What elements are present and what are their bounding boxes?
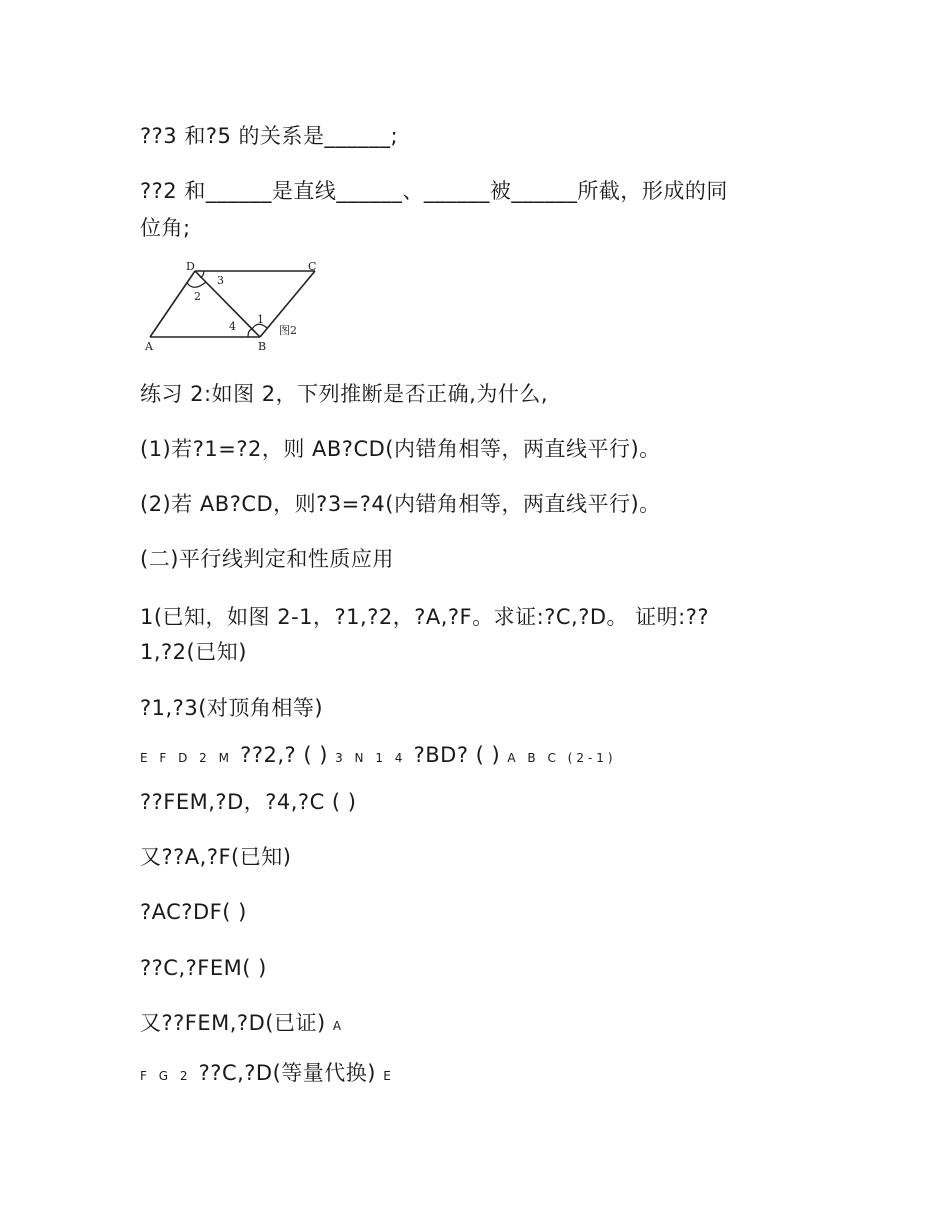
text-line-2a: ??2 和______是直线______、______被______所截，形成的同 [140, 179, 728, 203]
figure-line-ad [150, 271, 195, 337]
text-line-13: ??C,?FEM( ) [140, 956, 267, 980]
text-line-14 [140, 1005, 345, 1044]
figure-label-a: A [145, 340, 153, 353]
text-line-2b: 位角; [140, 216, 191, 240]
text-line-4: (1)若?1=?2，则 AB?CD(内错角相等，两直线平行)。 [140, 437, 661, 461]
line-9-suffix: A B C (2-1) [507, 751, 617, 765]
figure-line-db [195, 271, 260, 337]
text-line-5: (2)若 AB?CD，则?3=?4(内错角相等，两直线平行)。 [140, 492, 661, 516]
text-line-15 [140, 1055, 395, 1094]
text-line-3: 练习 2:如图 2，下列推断是否正确,为什么, [140, 382, 548, 406]
figure-label-1: 1 [257, 313, 264, 326]
figure-arc-4 [248, 329, 252, 337]
figure-label-c: C [308, 260, 317, 273]
figure-caption: 图2 [279, 324, 297, 337]
text-line-9 [140, 737, 617, 776]
line-14-suffix: A [332, 1019, 346, 1033]
text-line-11: 又??A,?F(已知) [140, 845, 292, 869]
line-15-main: ??C,?D(等量代换) [198, 1061, 376, 1085]
figure-label-d: D [186, 260, 195, 273]
text-line-12: ?AC?DF( ) [140, 900, 247, 924]
figure-label-b: B [258, 340, 267, 353]
text-line-6: (二)平行线判定和性质应用 [140, 547, 394, 571]
text-line-7a: 1(已知，如图 2-1，?1,?2，?A,?F。求证:?C,?D。 证明:?? [140, 605, 710, 629]
line-9-mid: 3 N 1 4 [335, 751, 407, 765]
line-9-prefix: E F D 2 M [140, 751, 233, 765]
text-line-7b: 1,?2(已知) [140, 640, 247, 664]
figure-label-4: 4 [229, 320, 236, 333]
figure-arc-2 [187, 282, 206, 287]
parallelogram-figure [140, 258, 315, 354]
figure-label-3: 3 [217, 274, 224, 287]
line-14-main: 又??FEM,?D(已证) [140, 1011, 326, 1035]
text-line-10: ??FEM,?D，?4,?C ( ) [140, 790, 357, 814]
line-15-suffix: E [383, 1069, 395, 1083]
figure-label-2: 2 [194, 290, 201, 303]
text-line-1: ??3 和?5 的关系是______; [140, 124, 399, 148]
line-15-prefix: F G 2 [140, 1069, 192, 1083]
line-9-main2: ?BD? ( ) [413, 743, 501, 767]
line-9-main: ??2,? ( ) [240, 743, 328, 767]
text-line-8: ?1,?3(对顶角相等) [140, 696, 324, 720]
